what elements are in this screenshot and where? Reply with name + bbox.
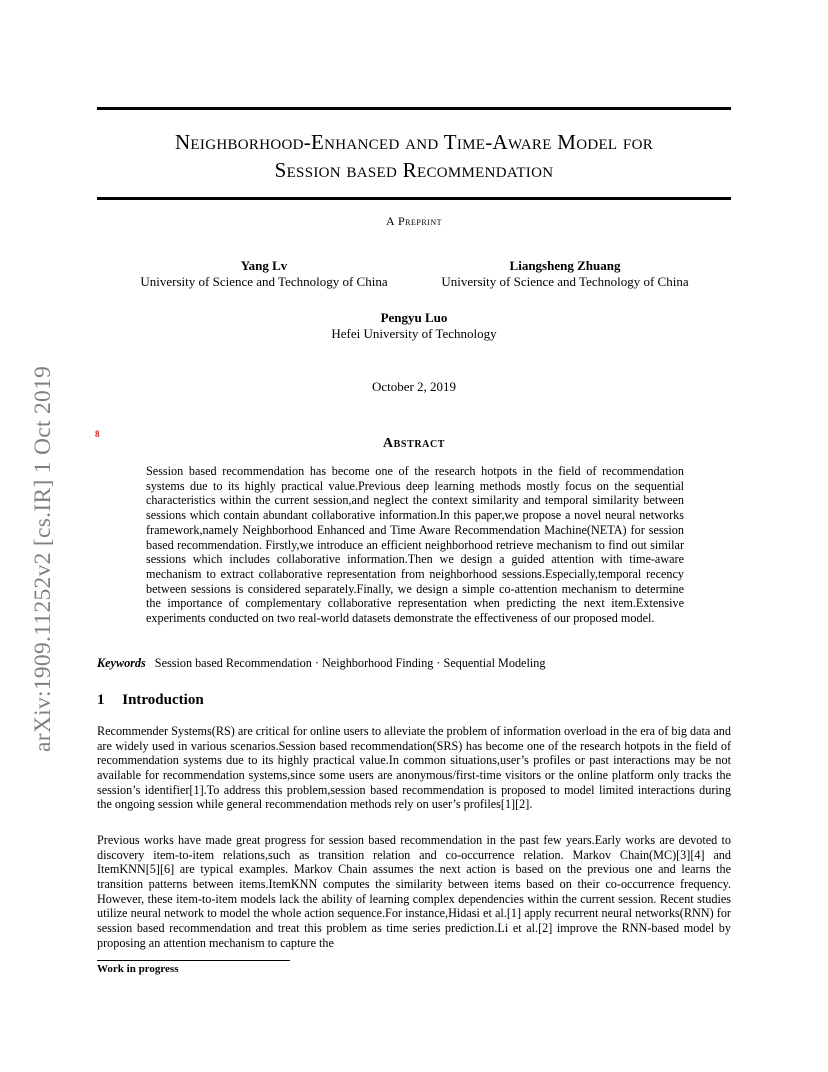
- preprint-label: A Preprint: [385, 214, 442, 228]
- footnote-rule: [97, 960, 290, 961]
- abstract-heading: Abstract: [382, 436, 446, 451]
- top-rule: [97, 107, 731, 110]
- author-name: Yang Lv: [240, 258, 288, 273]
- author-affiliation: Hefei University of Technology: [331, 326, 497, 341]
- paper-date: October 2, 2019: [371, 379, 457, 394]
- arxiv-side-stamp: arXiv:1909.11252v2 [cs.IR] 1 Oct 2019: [30, 365, 56, 752]
- keywords-label: Keywords: [97, 656, 146, 670]
- section-heading: [97, 692, 204, 709]
- abstract-text: Session based recommendation has become one of the research hotpots in the field of recommendation systems due to its highly practical value.Previous deep learning methods mostly focus on the sequential characteristics within the current session,and neglect the context similarity and temporal similarity between sessions which contain abundant collaborative information.In this paper,we propose a novel neural networks framework,namely Neighborhood Enhanced and Time Aware Recommendation Machine(NETA) for session based recommendation. Firstly,we introduce an efficient neighborhood retrieve mechanism to find out similar sessions which includes collaborative information.Then we design a guided attention with time-aware mechanism to extract collaborative representation from neighborhood sessions.Especially,temporal recency between sessions is considered separately.Finally, we design a simple co-attention mechanism to determine the importance of complementary collaborative representation when predicting the next item.Extensive experiments conducted on two real-world datasets demonstrate the effectiveness of our proposed model.: [146, 464, 684, 626]
- title-line-2: Session based Recommendation: [274, 158, 554, 182]
- author-name: Liangsheng Zhuang: [509, 258, 621, 273]
- section-number: 1: [97, 692, 105, 708]
- red-margin-mark: 8: [95, 429, 100, 439]
- keywords-text: Session based Recommendation · Neighborhood Finding · Sequential Modeling: [154, 656, 546, 670]
- section-title: Introduction: [122, 692, 204, 708]
- keywords-line: [97, 656, 731, 671]
- author-affiliation: University of Science and Technology of China: [441, 274, 689, 289]
- author-block-2: [430, 258, 700, 290]
- author-affiliation: University of Science and Technology of China: [140, 274, 388, 289]
- author-name: Pengyu Luo: [380, 310, 448, 325]
- title-bottom-rule: [97, 197, 731, 200]
- footnote: Work in progress: [97, 963, 179, 975]
- paper-title: [97, 128, 731, 184]
- author-block-3: [297, 310, 531, 342]
- intro-paragraph-2: Previous works have made great progress for session based recommendation in the past few years.Early works are devoted to discovery item-to-item relations,such as transition relation and co-occurrence relation. Markov Chain(MC)[3][4] and ItemKNN[5][6] are typical examples. Markov Chain assumes the next action is based on the previous one and learns the transition patterns between items.ItemKNN computes the similarity between items based on their co-occurrence frequency. However, these item-to-item models lack the ability of learning complex dependencies within the current session. Recent studies utilize neural network to model the whole action sequence.For instance,Hidasi et al.[1] apply recurrent neural networks(RNN) for session based recommendation and treat this problem as time series prediction.Li et al.[2] improve the RNN-based model by proposing an attention mechanism to capture the: [97, 833, 731, 950]
- intro-paragraph-1: Recommender Systems(RS) are critical for online users to alleviate the problem of information overload in the era of big data and are widely used in various scenarios.Session based recommendation(SRS) has become one of the research hotpots in the field of recommendation systems due to its highly practical value.In common situations,user’s profiles or past interactions may be not available for recommendation systems,since some users are anonymous/first-time visitors or the online platform only tracks the session’s identifier[1].To address this problem,session based recommendation is proposed to model limited interactions during the ongoing session while general recommendation methods rely on user’s profiles[1][2].: [97, 724, 731, 812]
- author-block-1: [130, 258, 398, 290]
- title-line-1: Neighborhood-Enhanced and Time-Aware Model for: [174, 130, 654, 154]
